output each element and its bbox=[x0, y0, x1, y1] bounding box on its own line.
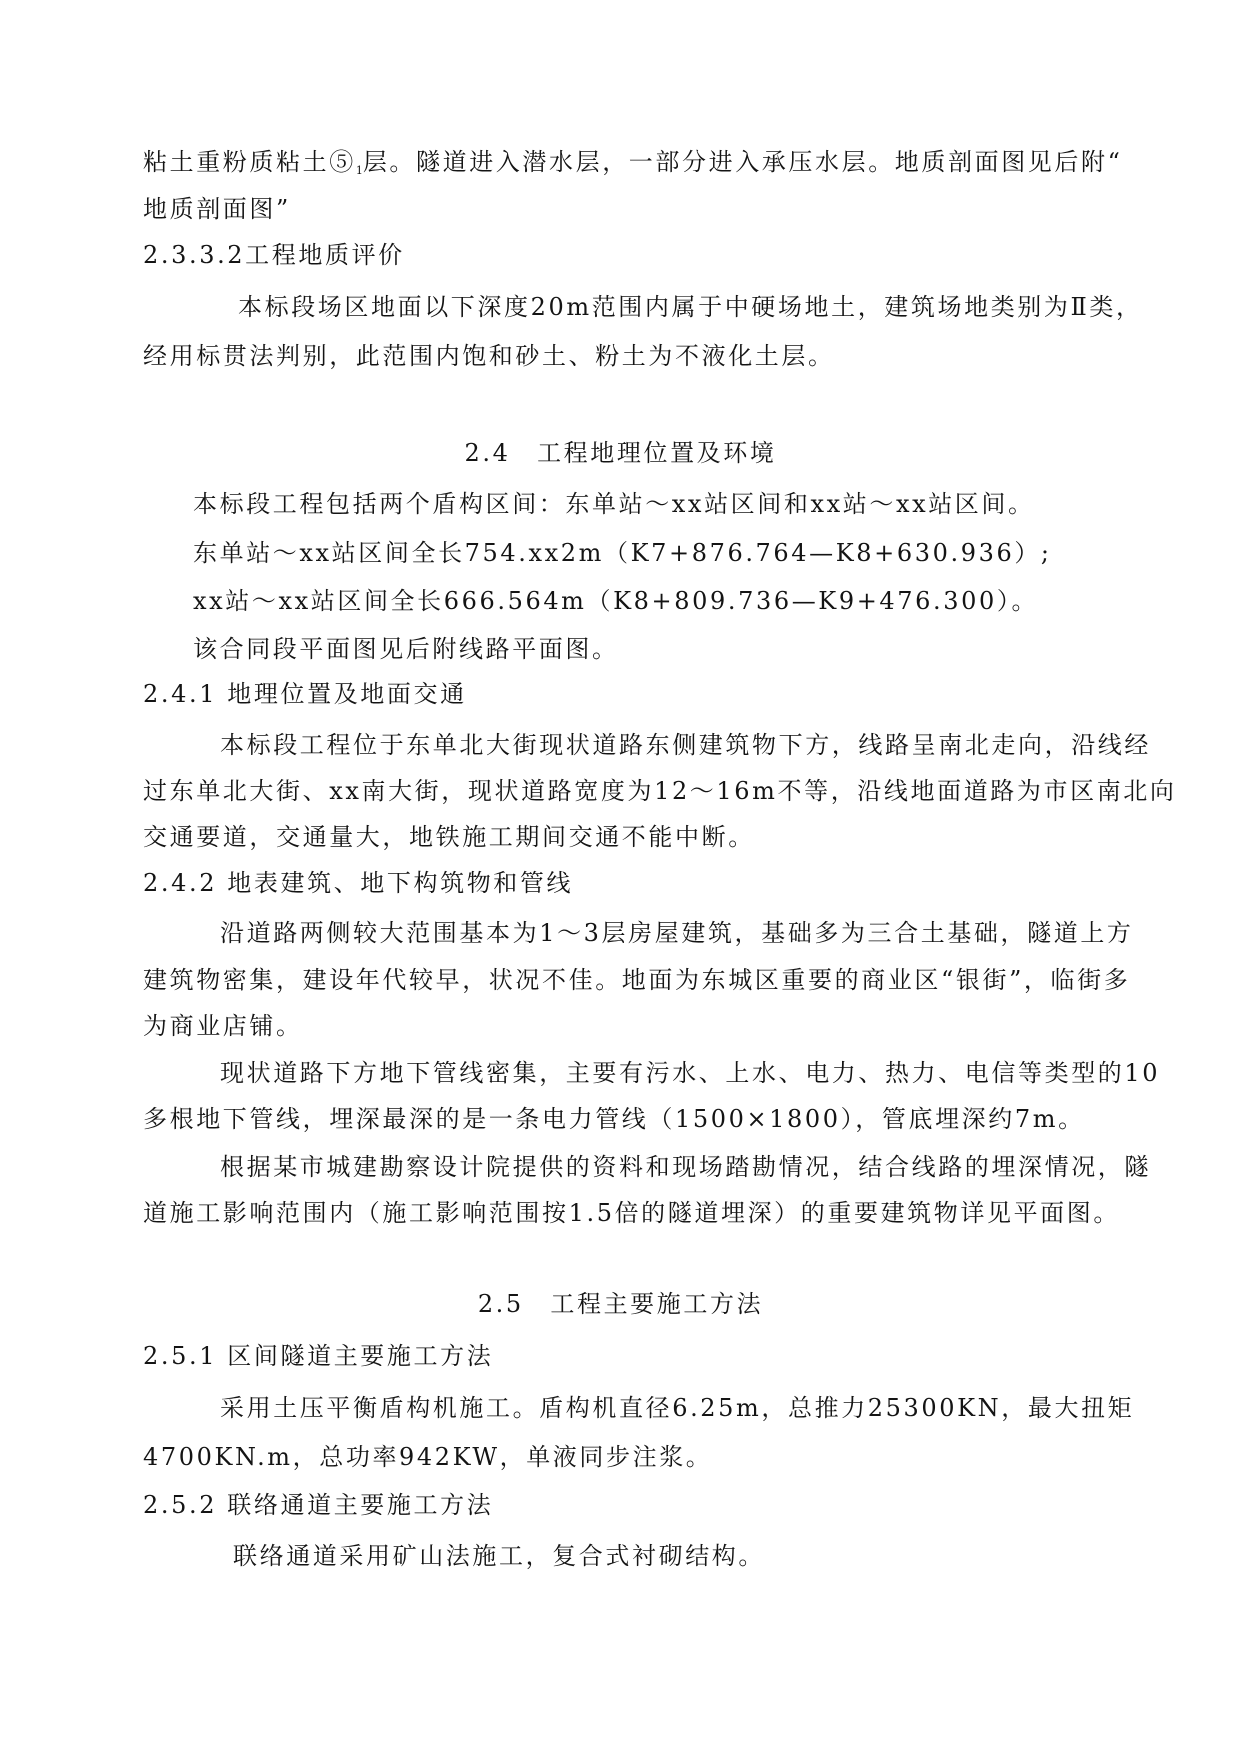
heading-2-5-2: 2.5.2 联络通道主要施工方法 bbox=[143, 1491, 494, 1519]
paragraph-2-4-2a-line1: 沿道路两侧较大范围基本为1～3层房屋建筑，基础多为三合土基础，隧道上方 bbox=[220, 919, 1134, 947]
section-title-2-4: 2.4 工程地理位置及环境 bbox=[464, 439, 777, 467]
paragraph-2-5-1-line1: 采用土压平衡盾构机施工。盾构机直径6.25m，总推力25300KN，最大扭矩 bbox=[220, 1394, 1135, 1422]
paragraph-2-4-2b-line1: 现状道路下方地下管线密集，主要有污水、上水、电力、热力、电信等类型的10 bbox=[220, 1059, 1161, 1087]
paragraph-2-4-1-line3: 交通要道，交通量大，地铁施工期间交通不能中断。 bbox=[143, 823, 755, 851]
intro-line3: xx站～xx站区间全长666.564m（K8+809.736—K9+476.300）。 bbox=[193, 587, 1039, 615]
paragraph-2-4-2a-line2: 建筑物密集，建设年代较早，状况不佳。地面为东城区重要的商业区“银街”，临街多 bbox=[143, 966, 1131, 994]
paragraph-2-4-2a-line3: 为商业店铺。 bbox=[143, 1012, 303, 1040]
paragraph-2-4-1-line1: 本标段工程位于东单北大街现状道路东侧建筑物下方，线路呈南北走向，沿线经 bbox=[220, 731, 1151, 759]
heading-2-3-3-2: 2.3.3.2工程地质评价 bbox=[143, 241, 405, 269]
heading-2-4-2: 2.4.2 地表建筑、地下构筑物和管线 bbox=[143, 869, 574, 897]
section-title-2-5: 2.5 工程主要施工方法 bbox=[477, 1290, 764, 1318]
paragraph-2-4-2b-line2: 多根地下管线，埋深最深的是一条电力管线（1500×1800），管底埋深约7m。 bbox=[143, 1105, 1085, 1133]
paragraph-evaluation-line2: 经用标贯法判别，此范围内饱和砂土、粉土为不液化土层。 bbox=[143, 342, 835, 370]
paragraph-2-5-2-line1: 联络通道采用矿山法施工，复合式衬砌结构。 bbox=[233, 1542, 765, 1570]
geology-text-b: 层。隧道进入潜水层，一部分进入承压水层。地质剖面图见后附“ bbox=[362, 148, 1123, 176]
intro-line2: 东单站～xx站区间全长754.xx2m（K7+876.764—K8+630.936）; bbox=[193, 539, 1052, 567]
paragraph-2-4-1-line2: 过东单北大街、xx南大街，现状道路宽度为12～16m不等，沿线地面道路为市区南北向 bbox=[143, 777, 1177, 805]
heading-2-4-1: 2.4.1 地理位置及地面交通 bbox=[143, 680, 467, 708]
paragraph-2-4-2c-line1: 根据某市城建勘察设计院提供的资料和现场踏勘情况，结合线路的埋深情况，隧 bbox=[220, 1153, 1151, 1181]
layer-subscript: 1 bbox=[355, 164, 363, 177]
heading-2-5-1: 2.5.1 区间隧道主要施工方法 bbox=[143, 1342, 494, 1370]
paragraph-evaluation-line1: 本标段场区地面以下深度20m范围内属于中硬场地土，建筑场地类别为Ⅱ类， bbox=[238, 293, 1143, 321]
paragraph-2-5-1-line2: 4700KN.m，总功率942KW，单液同步注浆。 bbox=[143, 1443, 713, 1471]
paragraph-geology-line2: 地质剖面图” bbox=[143, 195, 291, 223]
intro-line4: 该合同段平面图见后附线路平面图。 bbox=[193, 635, 619, 663]
geology-text-a: 粘土重粉质粘土⑤ bbox=[143, 148, 356, 176]
paragraph-2-4-2c-line2: 道施工影响范围内（施工影响范围按1.5倍的隧道埋深）的重要建筑物详见平面图。 bbox=[143, 1199, 1120, 1227]
intro-line1: 本标段工程包括两个盾构区间：东单站～xx站区间和xx站～xx站区间。 bbox=[193, 490, 1035, 518]
paragraph-geology-line1 bbox=[143, 147, 1122, 186]
